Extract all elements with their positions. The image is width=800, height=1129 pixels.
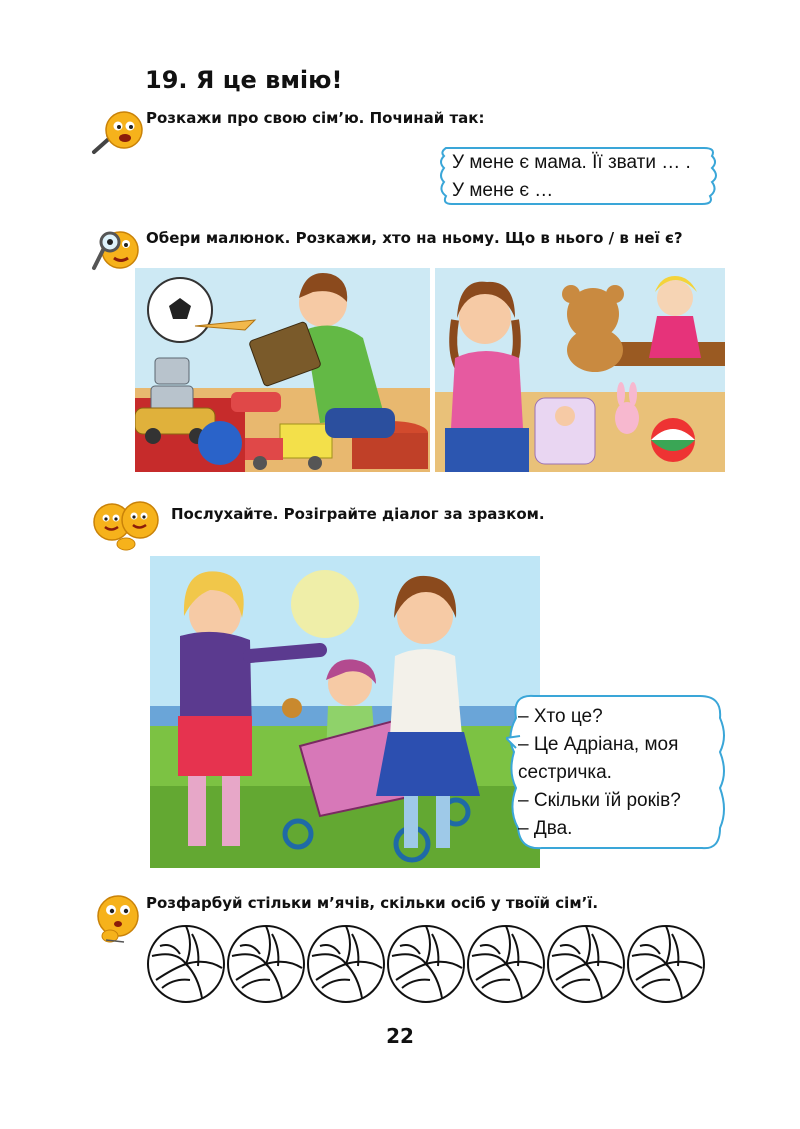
magnifier-emoji-icon bbox=[88, 222, 144, 274]
bubble-line-1: У мене є мама. Її звати … . bbox=[452, 152, 691, 173]
coloring-ball[interactable] bbox=[306, 924, 386, 1004]
boy-with-toys-picture bbox=[135, 268, 430, 472]
coloring-ball[interactable] bbox=[226, 924, 306, 1004]
thinking-emoji-icon bbox=[88, 890, 144, 946]
coloring-balls-row bbox=[146, 924, 706, 1004]
dialog-line: – Два. bbox=[518, 818, 573, 839]
coloring-ball[interactable] bbox=[146, 924, 226, 1004]
dialog-line: – Це Адріана, моя bbox=[518, 734, 679, 755]
coloring-ball[interactable] bbox=[466, 924, 546, 1004]
page-number: 22 bbox=[386, 1024, 414, 1048]
dialog-line: сестричка. bbox=[518, 762, 612, 783]
talking-emoji-icon bbox=[88, 106, 144, 158]
playground-picture bbox=[150, 556, 540, 868]
page-title: 19. Я це вмію! bbox=[145, 66, 343, 94]
task-4-instruction: Розфарбуй стільки м’ячів, скільки осіб у твоїй сім’ї. bbox=[146, 894, 599, 912]
girl-with-toys-picture bbox=[435, 268, 725, 472]
task-2-instruction: Обери малюнок. Розкажи, хто на ньому. Що в нього / в неї є? bbox=[146, 229, 683, 247]
dialog-text bbox=[518, 703, 681, 843]
dialog-line: – Хто це? bbox=[518, 706, 603, 727]
coloring-ball[interactable] bbox=[386, 924, 466, 1004]
task-1-instruction: Розкажи про свою сім’ю. Починай так: bbox=[146, 109, 485, 127]
dialog-line: – Скільки їй років? bbox=[518, 790, 681, 811]
bubble-line-2: У мене є … bbox=[452, 180, 554, 201]
two-friends-emoji-icon bbox=[90, 496, 162, 554]
coloring-ball[interactable] bbox=[546, 924, 626, 1004]
task-3-instruction: Послухайте. Розіграйте діалог за зразком. bbox=[171, 505, 545, 523]
coloring-ball[interactable] bbox=[626, 924, 706, 1004]
